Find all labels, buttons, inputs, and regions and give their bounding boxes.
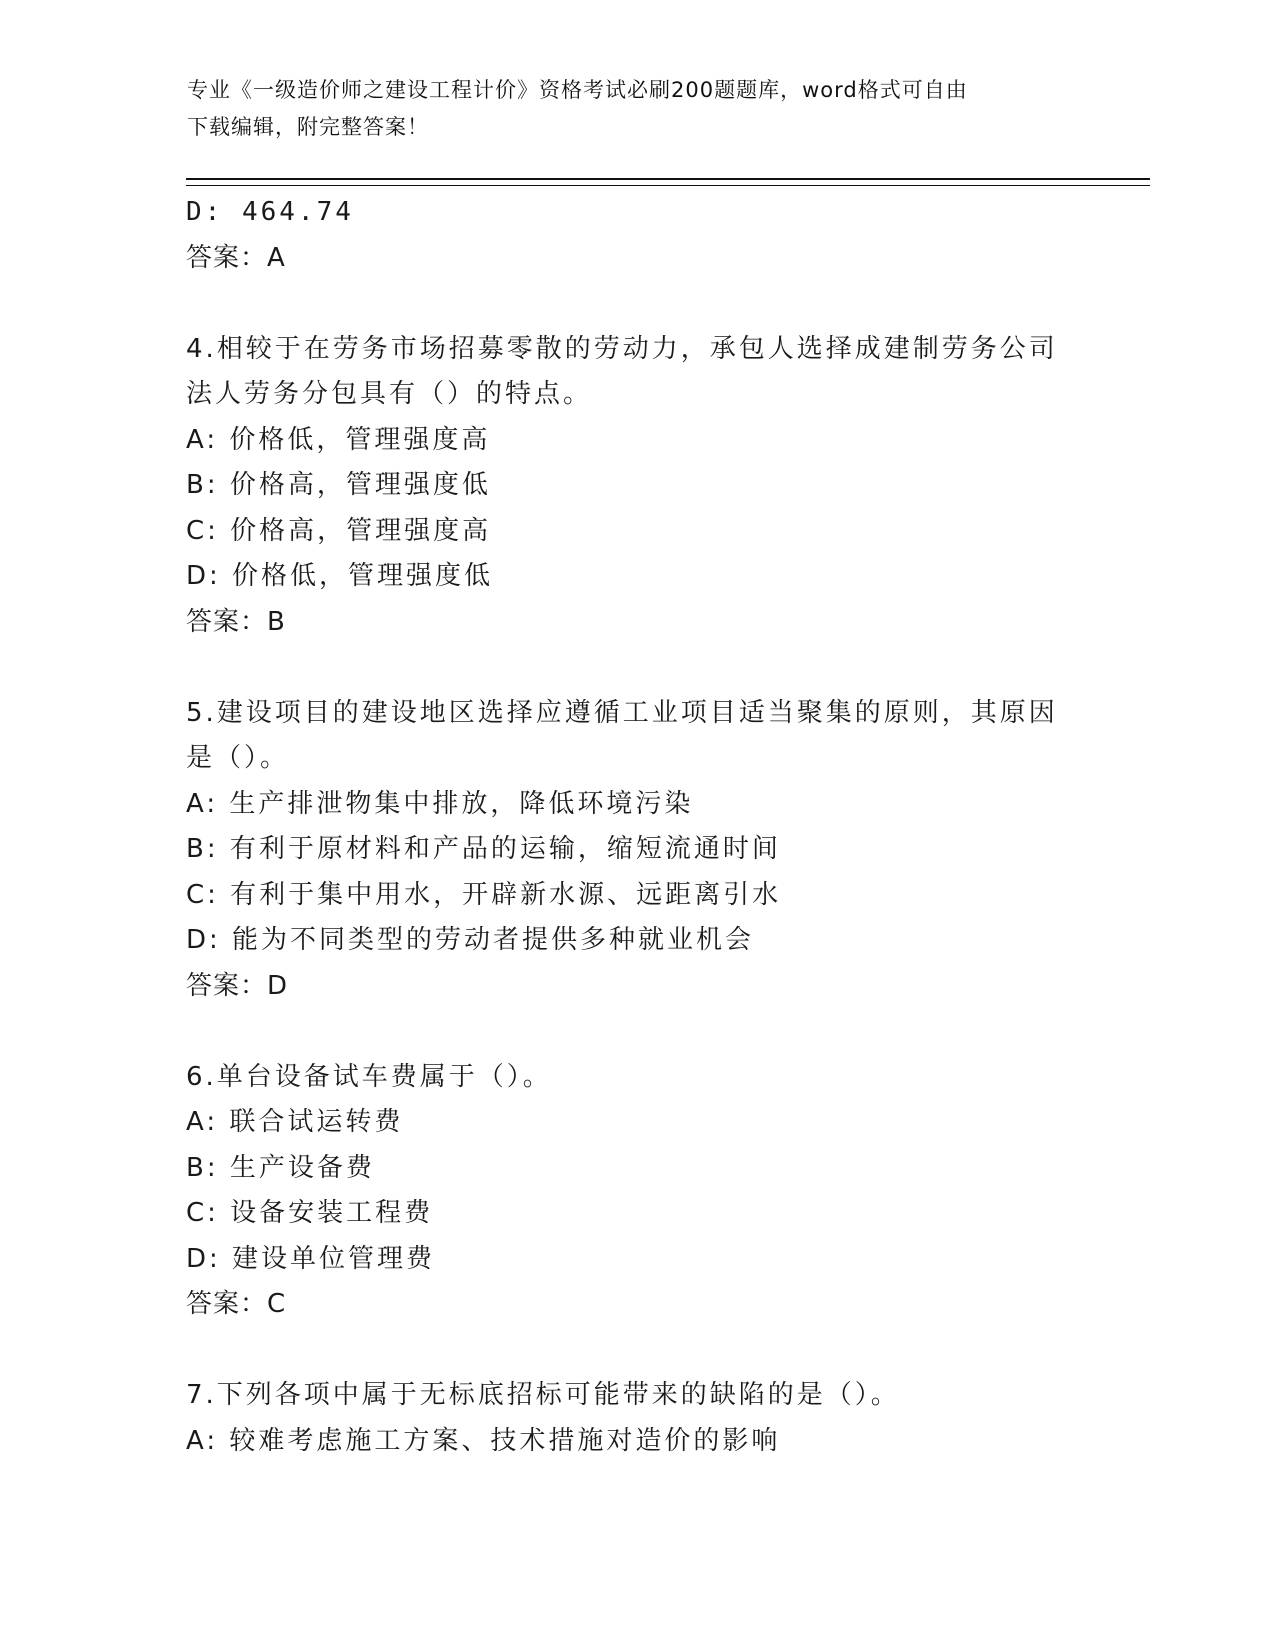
question-4 (186, 327, 1086, 646)
option-d: D: 建设单位管理费 (186, 1243, 436, 1274)
option-a: A: 较难考虑施工方案、技术措施对造价的影响 (186, 1425, 781, 1456)
question-stem: 6.单台设备试车费属于（）。 (186, 1061, 552, 1092)
question-stem: 5.建设项目的建设地区选择应遵循工业项目适当聚集的原则，其原因 (186, 697, 1058, 728)
question-stem: 7.下列各项中属于无标底招标可能带来的缺陷的是（）。 (186, 1380, 900, 1410)
option-b: B: 生产设备费 (186, 1152, 375, 1183)
question-stem: 4.相较于在劳务市场招募零散的劳动力，承包人选择成建制劳务公司 (186, 333, 1058, 364)
document-body (186, 190, 1086, 1464)
option-b: B: 价格高，管理强度低 (186, 470, 491, 500)
question-5 (186, 691, 1086, 1010)
question-6 (186, 1055, 1086, 1328)
option-d: D: 价格低，管理强度低 (186, 561, 494, 591)
previous-question (186, 190, 1086, 281)
option-c: C: 有利于集中用水，开辟新水源、远距离引水 (186, 879, 782, 910)
spacer (186, 1328, 1086, 1374)
answer: 答案：C (186, 1289, 287, 1319)
option-b: B: 有利于原材料和产品的运输，缩短流通时间 (186, 834, 781, 864)
answer: 答案：B (186, 606, 286, 637)
answer: 答案：A (186, 242, 286, 273)
option-c: C: 价格高，管理强度高 (186, 515, 492, 546)
option-d: D: 能为不同类型的劳动者提供多种就业机会 (186, 925, 755, 955)
option-a: A: 联合试运转费 (186, 1107, 404, 1137)
header-line-2: 下载编辑，附完整答案！ (187, 115, 429, 139)
option-a: A: 生产排泄物集中排放，降低环境污染 (186, 788, 694, 819)
header-line-1: 专业《一级造价师之建设工程计价》资格考试必刷200题题库，word格式可自由 (187, 78, 968, 102)
spacer (186, 281, 1086, 327)
question-stem-continued: 法人劳务分包具有（）的特点。 (186, 379, 593, 409)
question-stem-continued: 是（）。 (186, 743, 290, 773)
header-divider (186, 178, 1150, 186)
answer: 答案：D (186, 970, 289, 1001)
document-header (187, 72, 1067, 146)
option-c: C: 设备安装工程费 (186, 1198, 434, 1228)
spacer (186, 645, 1086, 691)
option-d: D: 464.74 (186, 197, 354, 227)
question-7 (186, 1373, 1086, 1464)
spacer (186, 1009, 1086, 1055)
option-a: A: 价格低，管理强度高 (186, 424, 491, 455)
